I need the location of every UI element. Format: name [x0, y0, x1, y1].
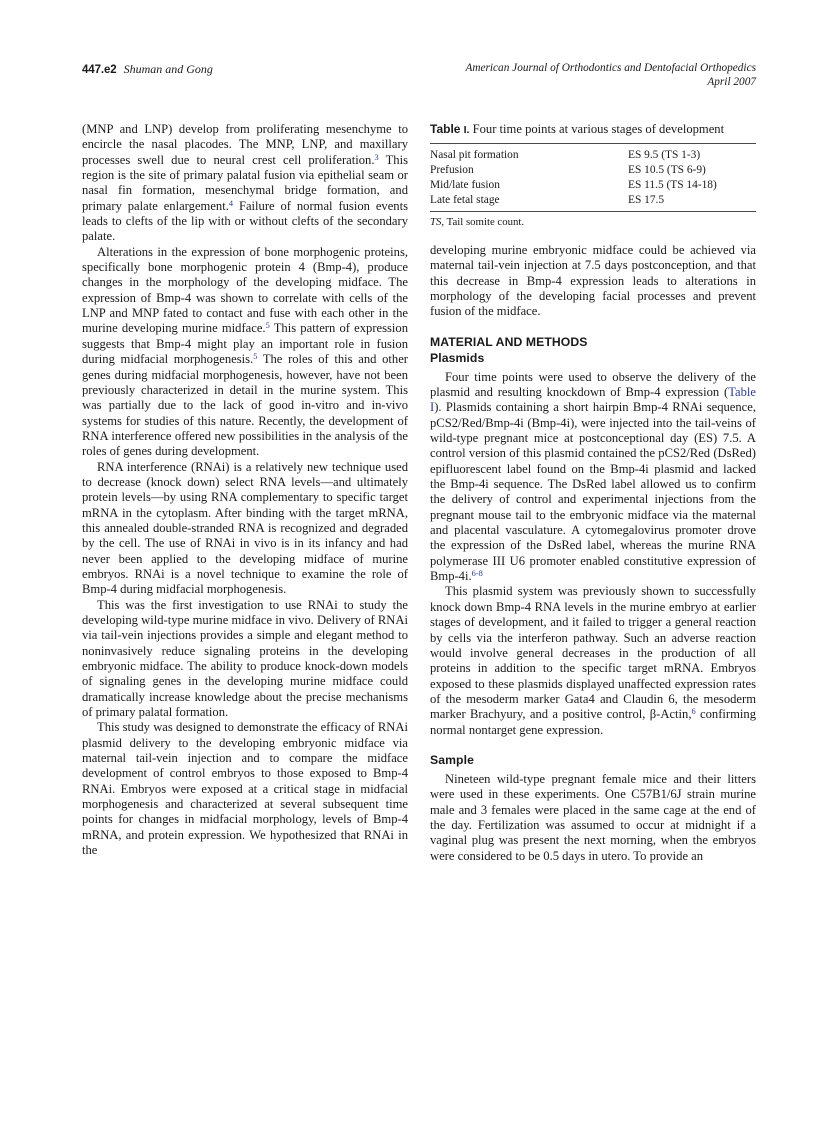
table-number: I.: [463, 124, 470, 136]
table-row: [430, 178, 756, 193]
table-body: [430, 145, 756, 208]
paragraph-text: confirming normal nontarget gene expression.: [430, 707, 756, 737]
table-cell-value: ES 10.5 (TS 6-9): [628, 164, 706, 177]
table-cell-value: ES 11.5 (TS 14-18): [628, 179, 717, 192]
table-rule-top: [430, 143, 756, 144]
column-left: [82, 122, 408, 859]
paragraph-text: This region is the site of primary palatal fusion via epithelial seam or nasal fin formation, mesenchymal bridge formation, and primary palate enlargement.: [82, 152, 408, 213]
page-folio: 447.e2: [82, 64, 117, 76]
paragraph-text: This pattern of expression suggests that Bmp-4 might play an important role in fusion during midfacial morphogenesis.: [82, 321, 408, 367]
running-head-authors: Shuman and Gong: [123, 62, 213, 76]
running-head: [82, 62, 756, 89]
paragraph-plasmids-1: [430, 370, 756, 585]
citation-marker[interactable]: 6-8: [471, 568, 483, 578]
paragraph-text: This plasmid system was previously shown to successfully knock down Bmp-4 RNA levels in the murine embryo at earlier stages of development, and it failed to trigger a general reaction by cells via the interferon pathway. Such an adverse reaction would involve general decreases in the production of all proteins in addition to the specific target mRNA. Embryos exposed to these plasmids displayed unaffected expression rates of the mesoderm marker Gata4 and Claudin 6, the mesoderm marker Brachyury, and a positive control, β-Actin,: [430, 584, 756, 722]
paragraph-hypothesis: developing murine embryonic midface could be achieved via maternal tail-vein injection at 7.5 days postconception, and that this decrease in Bmp-4 expression leads to alterations in morphology of the developing facial processes and prevent fusion of the midface.: [430, 242, 756, 319]
table-caption-text: Four time points at various stages of development: [472, 122, 725, 136]
citation-marker[interactable]: 6: [691, 707, 696, 717]
table-1: [430, 122, 756, 229]
journal-title: American Journal of Orthodontics and Dentofacial Orthopedics: [465, 62, 756, 74]
table-row: [430, 145, 756, 163]
issue-date: April 2007: [707, 75, 756, 88]
running-head-left: [82, 62, 213, 77]
paragraph-study-design: This study was designed to demonstrate the efficacy of RNAi plasmid delivery to the developing embryonic midface via maternal tail-vein injection and to compare the midface development of control embryos to those exposed to Bmp-4 RNAi. Embryos were exposed at a critical stage in midfacial morphogenesis and characterized at several subsequent time points for changes in midfacial morphology, levels of Bmp-4 mRNA, and protein expression. We hypothesized that RNAi in the: [82, 720, 408, 858]
table-row: [430, 193, 756, 208]
heading-material-and-methods: MATERIAL AND METHODS: [430, 334, 588, 349]
table-footnote-text: , Tail somite count.: [441, 215, 525, 228]
table-cross-reference-link[interactable]: Table I: [430, 385, 756, 415]
running-head-right: [465, 62, 756, 89]
table-cell-stage: Late fetal stage: [430, 194, 500, 207]
paragraph-text: Alterations in the expression of bone morphogenic proteins, specifically bone morphogenic protein 4 (Bmp-4), produce changes in the morphology of the developing midface. The expression of Bmp-4 was shown to correlate with cells of the LNP and MNP fated to contact and fuse with each other in the murine developing murine midface.: [82, 244, 408, 336]
paragraph-sample: Nineteen wild-type pregnant female mice and their litters were used in these experiments. One C57B1/6J strain murine male and 3 females were placed in the same cage at the end of the day. Fertilization was assumed to occur at midnight if a vaginal plug was present the next morning, when the embryos were considered to be 0.5 days in utero. To provide an: [430, 771, 756, 863]
citation-marker[interactable]: 5: [253, 351, 258, 361]
table-label: Table: [430, 122, 461, 136]
table-cell-stage: Prefusion: [430, 164, 474, 177]
citation-marker[interactable]: 5: [265, 321, 270, 331]
paragraph-plasmids-2: [430, 584, 756, 737]
table-cell-value: ES 17.5: [628, 194, 665, 207]
paragraph-continuation: [82, 122, 408, 245]
paragraph-text: Four time points were used to observe the delivery of the plasmid and resulting knockdown of Bmp-4 expression (: [430, 369, 756, 400]
body-columns: [82, 122, 756, 1052]
heading-sample: Sample: [430, 752, 474, 767]
table-caption: [430, 122, 756, 138]
table-footnote-abbr: TS: [430, 215, 442, 228]
paragraph-text: Failure of normal fusion events leads to clefts of the lip with or without clefts of the secondary palate.: [82, 198, 408, 244]
paragraph-text: ). Plasmids containing a short hairpin Bmp-4 RNAi sequence, pCS2/Red/Bmp-4i (Bmp-4i), were injected into the tail-veins of wild-type pregnant mice at postconceptional day (ES) 7.5. A control version of this plasmid contained the pCS2/Red (DsRed) epifluorescent label found on the Bmp-4i plasmid and lacked the Bmp-4i sequence. The DsRed label allowed us to confirm the delivery of control and experimental injections from the pregnant mouse tail to the embryonic midface via the maternal and placental vasculature. A cytomegalovirus promoter drove the expression of the DsRed label, whereas the murine RNA polymerase III U6 promoter enabled constitutive expression of Bmp-4i.: [430, 400, 756, 584]
paragraph-first-investigation: This was the first investigation to use RNAi to study the developing wild-type murine midface in vivo. Delivery of RNAi via tail-vein injections provides a simple and elegant method to noninvasively reduce signaling proteins in the developing embryonic midface. The ability to produce knock-down models of signaling genes in the developing murine midface could dramatically increase knowledge about the precise mechanisms of primary palatal formation.: [82, 597, 408, 720]
paragraph-text: The roles of this and other genes during midfacial morphogenesis, however, have not been previously characterized in detail in the murine system. This was partially due to the lack of good in-vitro and in-vivo systems for studies of this nature. Recently, the development of RNA interference offered new possibilities in the analysis of the roles of genes during development.: [82, 352, 408, 459]
paragraph-bmp4-expression: [82, 245, 408, 460]
column-right: [430, 122, 756, 864]
table-rule-bottom: [430, 211, 756, 212]
table-cell-stage: Mid/late fusion: [430, 179, 500, 192]
table-row: [430, 163, 756, 178]
table-cell-value: ES 9.5 (TS 1-3): [628, 149, 701, 162]
paragraph-text: (MNP and LNP) develop from proliferating mesenchyme to encircle the nasal placodes. The MNP, LNP, and maxillary processes swell due to neural crest cell proliferation.: [82, 122, 408, 167]
table-cell-stage: Nasal pit formation: [430, 149, 519, 162]
citation-marker[interactable]: 4: [228, 198, 234, 208]
citation-marker[interactable]: 3: [374, 152, 379, 162]
table-footnote: [430, 216, 756, 229]
paragraph-rnai-definition: RNA interference (RNAi) is a relatively new technique used to decrease (knock down) select RNA levels—and ultimately protein levels—by using RNA complementary to specific target mRNA in the cytoplasm. After binding with the target mRNA, this annealed double-stranded RNA is recognized and degraded by the cell. The use of RNAi in vivo is in its infancy and had never been applied to the developing midface of murine embryos. RNAi is a novel technique to examine the role of Bmp-4 during midfacial morphogenesis.: [82, 459, 408, 597]
heading-plasmids: Plasmids: [430, 350, 485, 365]
